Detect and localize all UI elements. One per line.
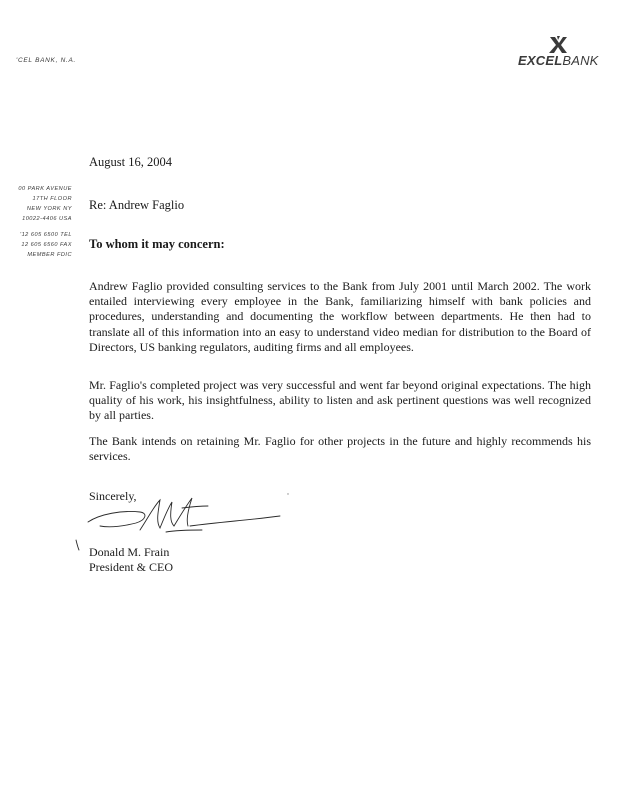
sidebar-line: '12 605 6500 TEL (20, 232, 72, 238)
letter-paragraph: The Bank intends on retaining Mr. Faglio for other projects in the future and highly recommends his services. (89, 434, 591, 464)
letter-closing: Sincerely, (89, 489, 137, 503)
sidebar-line: 00 PARK AVENUE (18, 186, 72, 192)
sidebar-line: 12 605 6560 FAX (21, 242, 72, 248)
bank-legal-name: 'CEL BANK, N.A. (16, 57, 77, 64)
letter-date: August 16, 2004 (89, 155, 172, 169)
excelbank-logo-mark-icon (548, 36, 568, 54)
signer-name: Donald M. Frain (89, 545, 170, 559)
sidebar-line: MEMBER FDIC (27, 252, 72, 258)
logo-bank-text: BANK (562, 53, 599, 68)
excelbank-logo (518, 36, 610, 70)
sidebar-address (0, 184, 72, 260)
sidebar-line: 10022-4406 USA (22, 216, 72, 222)
letter-salutation: To whom it may concern: (89, 237, 225, 251)
logo-excel-text: EXCEL (518, 53, 563, 68)
handwritten-signature (70, 490, 300, 552)
logo-wordmark (518, 53, 599, 68)
letter-paragraph: Andrew Faglio provided consulting services to the Bank from July 2001 until March 2002. The work entailed interviewing every employee in the Bank, familiarizing himself with bank policies and procedures, understanding and documenting the workflow between departments. He then had to translate all of this information into an easy to understand video median for distribution to the Board of Directors, US banking regulators, auditing firms and all employees. (89, 279, 591, 354)
letter-subject: Re: Andrew Faglio (89, 198, 185, 212)
sidebar-line: 17TH FLOOR (32, 196, 72, 202)
signer-title: President & CEO (89, 560, 173, 574)
sidebar-line: NEW YORK NY (26, 206, 72, 212)
letter-paragraph: Mr. Faglio's completed project was very successful and went far beyond original expectations. The high quality of his work, his insightfulness, ability to listen and ask pertinent questions was well recognized by all parties. (89, 378, 591, 423)
